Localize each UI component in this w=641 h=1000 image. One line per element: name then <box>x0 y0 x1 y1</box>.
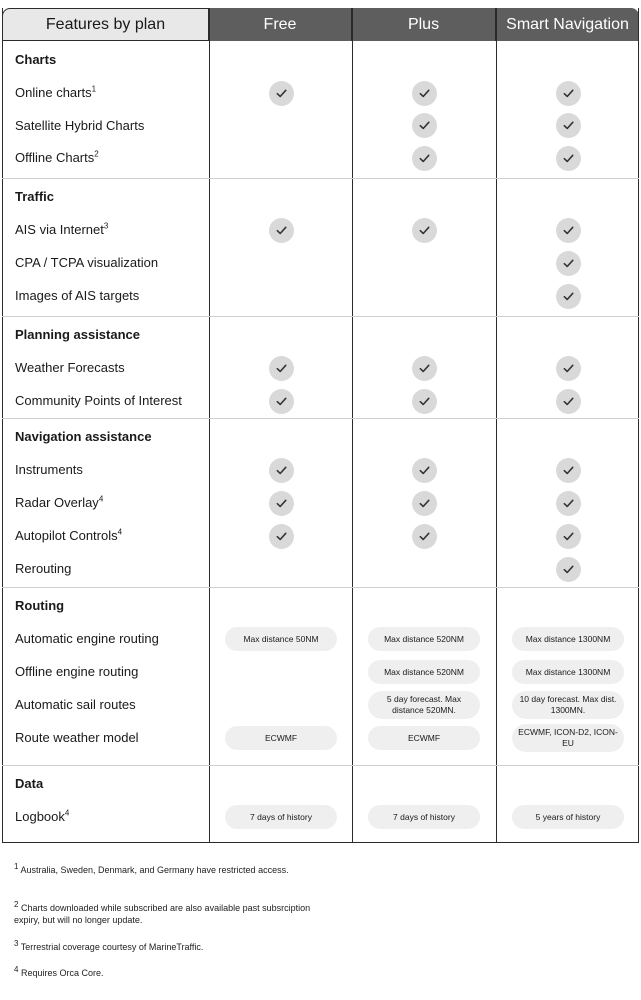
feature-label <box>15 664 138 679</box>
section-divider <box>2 418 639 419</box>
footnote-number: 2 <box>14 900 19 909</box>
value-badge: Max distance 520NM <box>368 627 480 651</box>
table-column-border <box>638 8 639 842</box>
section-title: Routing <box>15 598 65 613</box>
checkmark-icon <box>412 524 437 549</box>
footnote-marker: 2 <box>94 149 99 159</box>
feature-label-text: Online charts <box>15 85 92 100</box>
footnote <box>14 864 324 876</box>
value-badge: Max distance 1300NM <box>512 627 624 651</box>
checkmark-icon <box>556 356 581 381</box>
footnote <box>14 941 324 953</box>
header-plus: Plus <box>352 8 496 41</box>
checkmark-icon <box>412 218 437 243</box>
feature-label <box>15 288 139 303</box>
footnote-marker: 4 <box>117 527 123 537</box>
feature-label <box>15 393 182 408</box>
checkmark-icon <box>556 491 581 516</box>
feature-label <box>15 561 71 576</box>
value-badge: ECWMF <box>368 726 480 750</box>
value-badge: Max distance 50NM <box>225 627 337 651</box>
feature-label-text: Automatic sail routes <box>15 697 136 712</box>
value-badge: 5 years of history <box>512 805 624 829</box>
feature-label-text: Route weather model <box>15 730 139 745</box>
checkmark-icon <box>412 389 437 414</box>
value-badge: Max distance 520NM <box>368 660 480 684</box>
footnote-number: 4 <box>14 965 19 974</box>
section-title: Navigation assistance <box>15 429 152 444</box>
footnote-text: Requires Orca Core. <box>18 968 104 978</box>
footnote-number: 1 <box>14 862 19 871</box>
feature-label-text: Offline engine routing <box>15 664 139 679</box>
footnote-marker: 1 <box>91 84 97 94</box>
footnote-text: Charts downloaded while subscribed are also available past subsrciption expiry, but will no longer update. <box>14 903 311 925</box>
feature-label <box>15 85 96 100</box>
checkmark-icon <box>269 491 294 516</box>
feature-label-text: Logbook <box>15 809 65 824</box>
feature-label <box>15 809 69 824</box>
value-badge: 7 days of history <box>368 805 480 829</box>
feature-label-text: Community Points of Interest <box>15 393 182 408</box>
checkmark-icon <box>412 146 437 171</box>
footnote-text: Australia, Sweden, Denmark, and Germany have restricted access. <box>18 865 289 875</box>
footnote-text: Terrestrial coverage courtesy of MarineTraffic. <box>18 942 204 952</box>
section-divider <box>2 842 639 843</box>
section-title: Data <box>15 776 44 791</box>
footnote <box>14 967 324 979</box>
section-divider <box>2 587 639 588</box>
feature-label-text: Satellite Hybrid Charts <box>15 117 145 133</box>
section-divider <box>2 765 639 766</box>
feature-label <box>15 462 83 477</box>
checkmark-icon <box>269 524 294 549</box>
checkmark-icon <box>556 146 581 171</box>
footnote-marker: 4 <box>64 808 70 818</box>
feature-label-text: Weather Forecasts <box>15 360 125 375</box>
footnote-number: 3 <box>14 939 19 948</box>
section-title: Traffic <box>15 189 55 204</box>
checkmark-icon <box>269 81 294 106</box>
section-divider <box>2 316 639 317</box>
feature-label-text: Images of AIS targets <box>15 288 140 303</box>
table-column-border <box>496 8 497 842</box>
value-badge: ECWMF, ICON-D2, ICON-EU <box>512 724 624 752</box>
feature-label <box>15 255 158 270</box>
header-free: Free <box>209 8 352 41</box>
header-features: Features by plan <box>2 8 209 41</box>
feature-label <box>15 528 122 543</box>
checkmark-icon <box>556 81 581 106</box>
checkmark-icon <box>412 81 437 106</box>
header-smart-navigation: Smart Navigation <box>496 8 639 41</box>
feature-label <box>15 150 99 165</box>
feature-label <box>15 118 144 133</box>
feature-label-text: Automatic engine routing <box>15 631 159 646</box>
checkmark-icon <box>556 557 581 582</box>
value-badge: ECWMF <box>225 726 337 750</box>
checkmark-icon <box>269 356 294 381</box>
feature-label-text: Offline Charts <box>15 150 95 165</box>
feature-label-text: CPA / TCPA visualization <box>15 255 159 270</box>
feature-label-text: Rerouting <box>15 561 72 576</box>
checkmark-icon <box>269 389 294 414</box>
value-badge: Max distance 1300NM <box>512 660 624 684</box>
feature-label-text: Instruments <box>15 462 83 477</box>
section-divider <box>2 178 639 179</box>
feature-label <box>15 631 159 646</box>
table-column-border <box>2 8 3 842</box>
plan-comparison-table <box>2 8 639 842</box>
section-title: Planning assistance <box>15 327 140 342</box>
checkmark-icon <box>556 458 581 483</box>
footnote-marker: 3 <box>103 221 109 231</box>
checkmark-icon <box>269 458 294 483</box>
checkmark-icon <box>556 218 581 243</box>
value-badge: 10 day forecast. Max dist. 1300MN. <box>512 691 624 719</box>
footnote <box>14 902 324 926</box>
checkmark-icon <box>412 458 437 483</box>
checkmark-icon <box>412 113 437 138</box>
checkmark-icon <box>556 251 581 276</box>
footnote-marker: 4 <box>98 494 104 504</box>
checkmark-icon <box>556 284 581 309</box>
table-column-border <box>209 8 210 842</box>
value-badge: 5 day forecast. Max distance 520MN. <box>368 691 480 719</box>
feature-label-text: AIS via Internet <box>15 222 104 237</box>
checkmark-icon <box>556 524 581 549</box>
checkmark-icon <box>556 389 581 414</box>
feature-label <box>15 495 103 510</box>
feature-label-text: Radar Overlay <box>15 495 99 510</box>
checkmark-icon <box>412 356 437 381</box>
table-column-border <box>352 8 353 842</box>
feature-label <box>15 360 125 375</box>
section-title: Charts <box>15 52 57 67</box>
feature-label <box>15 730 139 745</box>
checkmark-icon <box>412 491 437 516</box>
checkmark-icon <box>556 113 581 138</box>
checkmark-icon <box>269 218 294 243</box>
feature-label <box>15 697 136 712</box>
feature-label <box>15 222 108 237</box>
value-badge: 7 days of history <box>225 805 337 829</box>
feature-label-text: Autopilot Controls <box>15 528 118 543</box>
